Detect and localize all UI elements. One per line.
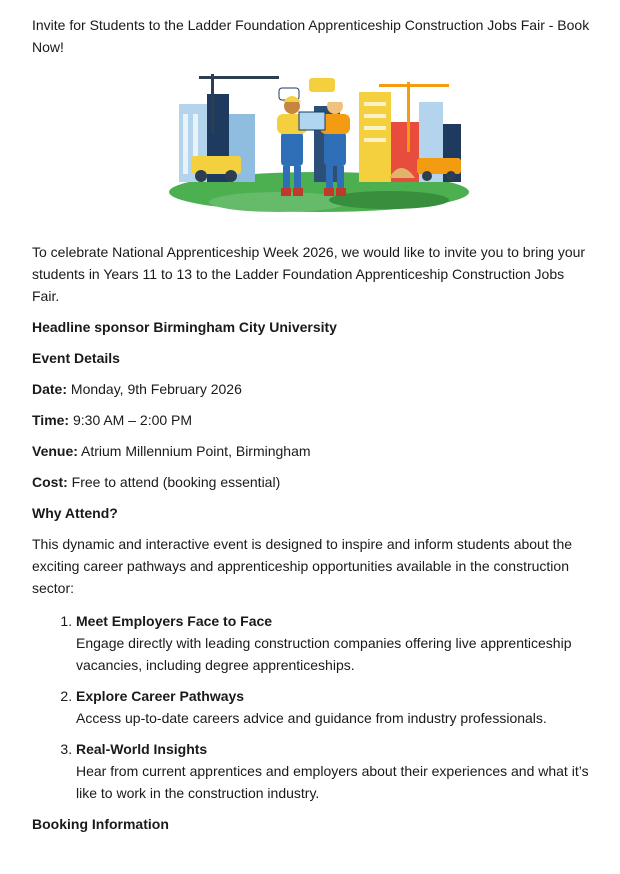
booking-heading: Booking Information xyxy=(32,816,169,832)
venue-value: Atrium Millennium Point, Birmingham xyxy=(77,443,311,459)
cost-label: Cost: xyxy=(32,474,68,490)
list-item xyxy=(76,610,592,676)
intro-text: To celebrate National Apprenticeship Week 2026, we would like to invite you to bring your students in Years 11 to 13 to the Ladder Foundation Apprenticeship Construction Jobs Fair. xyxy=(32,244,586,304)
reason-heading: 3. Real-World Insights xyxy=(76,741,208,757)
time-label: Time: xyxy=(32,412,70,428)
reason-heading: 2. Explore Career Pathways xyxy=(76,688,245,704)
date-value: Monday, 9th February 2026 xyxy=(67,381,242,397)
event-details-heading: Event Details xyxy=(32,350,120,366)
list-item xyxy=(76,738,592,804)
sponsor-text: Headline sponsor Birmingham City University xyxy=(32,319,337,335)
construction-illustration xyxy=(159,74,479,224)
page-title: Invite for Students to the Ladder Foundation Apprenticeship Construction Jobs Fair - Book Now! xyxy=(32,17,590,55)
reasons-list xyxy=(32,610,592,804)
list-item xyxy=(76,685,592,729)
reason-heading: 1. Meet Employers Face to Face xyxy=(76,613,273,629)
venue-row xyxy=(32,440,592,462)
why-attend-heading: Why Attend? xyxy=(32,505,118,521)
time-row xyxy=(32,409,592,431)
date-label: Date: xyxy=(32,381,68,397)
reason-body: Hear from current apprentices and employers about their experiences and what it’s like to work in the construction industry. xyxy=(76,763,589,801)
why-attend-text: This dynamic and interactive event is designed to inspire and inform students about the exciting career pathways and apprenticeship opportunities available in the construction sector: xyxy=(32,536,573,596)
time-value: 9:30 AM – 2:00 PM xyxy=(69,412,193,428)
cost-row xyxy=(32,471,592,493)
document xyxy=(32,14,592,835)
date-row xyxy=(32,378,592,400)
cost-value: Free to attend (booking essential) xyxy=(67,474,281,490)
venue-label: Venue: xyxy=(32,443,78,459)
reason-body: Access up-to-date careers advice and guidance from industry professionals. xyxy=(76,710,547,726)
reason-body: Engage directly with leading construction companies offering live apprenticeship vacancies, including degree apprenticeships. xyxy=(76,635,572,673)
